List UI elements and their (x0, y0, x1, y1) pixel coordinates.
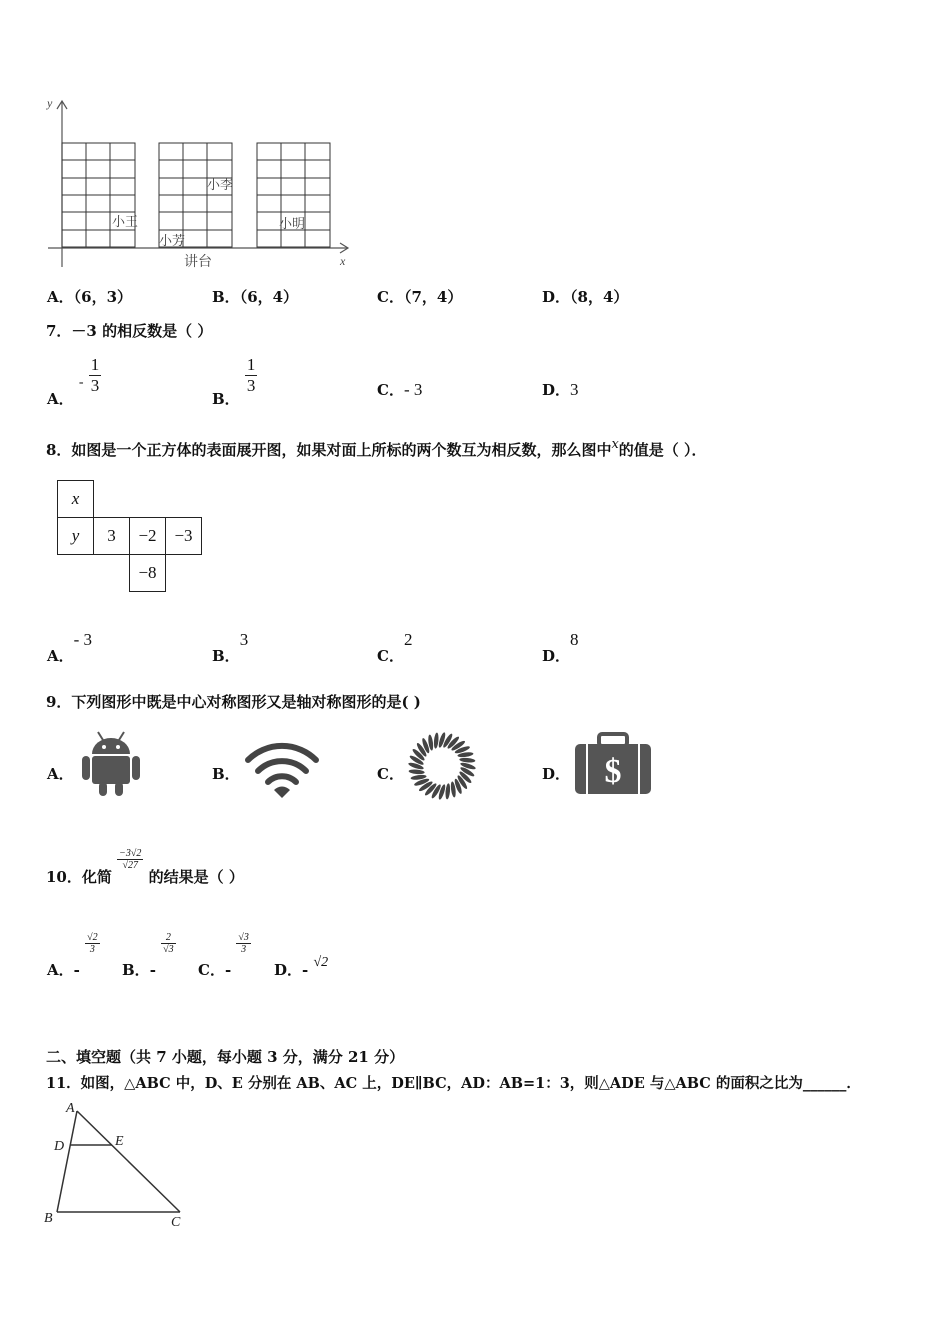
q8-option-d[interactable]: D．8 (542, 630, 579, 665)
point-e-label: E (115, 1134, 124, 1149)
q10-option-b[interactable]: B．- $\frac{2}{√3}$ (122, 931, 174, 979)
grid-block-3 (257, 143, 330, 247)
q9-option-a-letter[interactable]: A． (47, 765, 74, 783)
android-robot-icon (80, 728, 142, 798)
label-xiaoming: 小明 (279, 216, 306, 231)
vertex-a-label: A (66, 1101, 75, 1116)
grid-block-2 (159, 143, 232, 247)
q9-option-b-letter[interactable]: B． (212, 765, 240, 783)
vertex-b-label: B (44, 1211, 53, 1226)
q7-stem: 7．－3 的相反数是（ ） (46, 322, 213, 340)
point-d-label: D (54, 1139, 65, 1154)
grid-block-1 (62, 143, 135, 247)
q7-option-c[interactable]: C．- 3 (377, 380, 423, 399)
q9-stem: 9．下列图形中既是中心对称图形又是轴对称图形的是( ) (46, 693, 421, 711)
q6-option-d[interactable]: D．（8，4） (542, 288, 629, 306)
y-axis-label: y (47, 96, 53, 110)
q9-option-d-letter[interactable]: D． (542, 765, 571, 783)
side-ab (57, 1111, 77, 1212)
seating-grid-figure (42, 95, 362, 273)
q10-option-a[interactable]: A．- $\frac{√2}{3}$ (47, 931, 98, 979)
vertex-c-label: C (171, 1215, 181, 1230)
q7-option-d[interactable]: D．3 (542, 380, 579, 399)
cube-net (57, 480, 202, 592)
svg-text:$: $ (604, 753, 622, 790)
label-xiaowang: 小王 (112, 214, 139, 229)
net-cell-neg2: −2 (130, 518, 166, 555)
q10-stem: 10．化简 $\frac{-3√2}{√27}$ 的结果是（ ） (46, 847, 244, 886)
label-podium: 讲台 (184, 255, 212, 270)
net-cell-neg8: −8 (130, 555, 166, 592)
q8-option-c[interactable]: C．2 (377, 630, 413, 665)
q6-option-b[interactable]: B．（6，4） (212, 288, 299, 306)
q10-option-d[interactable]: D．- √2 (274, 955, 329, 979)
label-xiaofang: 小芳 (159, 233, 186, 248)
net-cell-x: x (58, 481, 94, 518)
x-axis-label: x (340, 254, 346, 268)
label-xiaoli: 小李 (207, 177, 234, 192)
q7-option-a[interactable]: A． - $\frac{1}{3}$ (47, 355, 100, 408)
q8-option-a[interactable]: A．- 3 (47, 630, 93, 665)
triangle-figure (40, 1097, 200, 1232)
wifi-icon (242, 738, 322, 800)
q8-option-b[interactable]: B．3 (212, 630, 249, 665)
q9-option-c-letter[interactable]: C． (377, 765, 404, 783)
q6-option-c[interactable]: C．（7，4） (377, 288, 463, 306)
dollar-briefcase-icon (573, 732, 653, 796)
side-ac (77, 1111, 180, 1212)
q11-stem: 11．如图，△ABC 中，D、E 分别在 AB、AC 上，DE∥BC，AD：AB=1：3，则△ADE 与△ABC 的面积之比为______． (46, 1075, 861, 1092)
section-heading: 二、填空题（共 7 小题，每小题 3 分，满分 21 分） (46, 1048, 405, 1066)
net-cell-y: y (58, 518, 94, 555)
sunburst-ring-icon (402, 730, 482, 802)
q6-option-a[interactable]: A．（6，3） (47, 288, 133, 306)
q7-option-b[interactable]: B． $\frac{1}{3}$ (212, 355, 256, 408)
q10-option-c[interactable]: C．- $\frac{√3}{3}$ (198, 931, 249, 979)
net-cell-3: 3 (94, 518, 130, 555)
q8-stem: 8．如图是一个正方体的表面展开图，如果对面上所标的两个数互为相反数，那么图中x的值是（ ）． (46, 437, 707, 459)
net-cell-neg3: −3 (166, 518, 202, 555)
